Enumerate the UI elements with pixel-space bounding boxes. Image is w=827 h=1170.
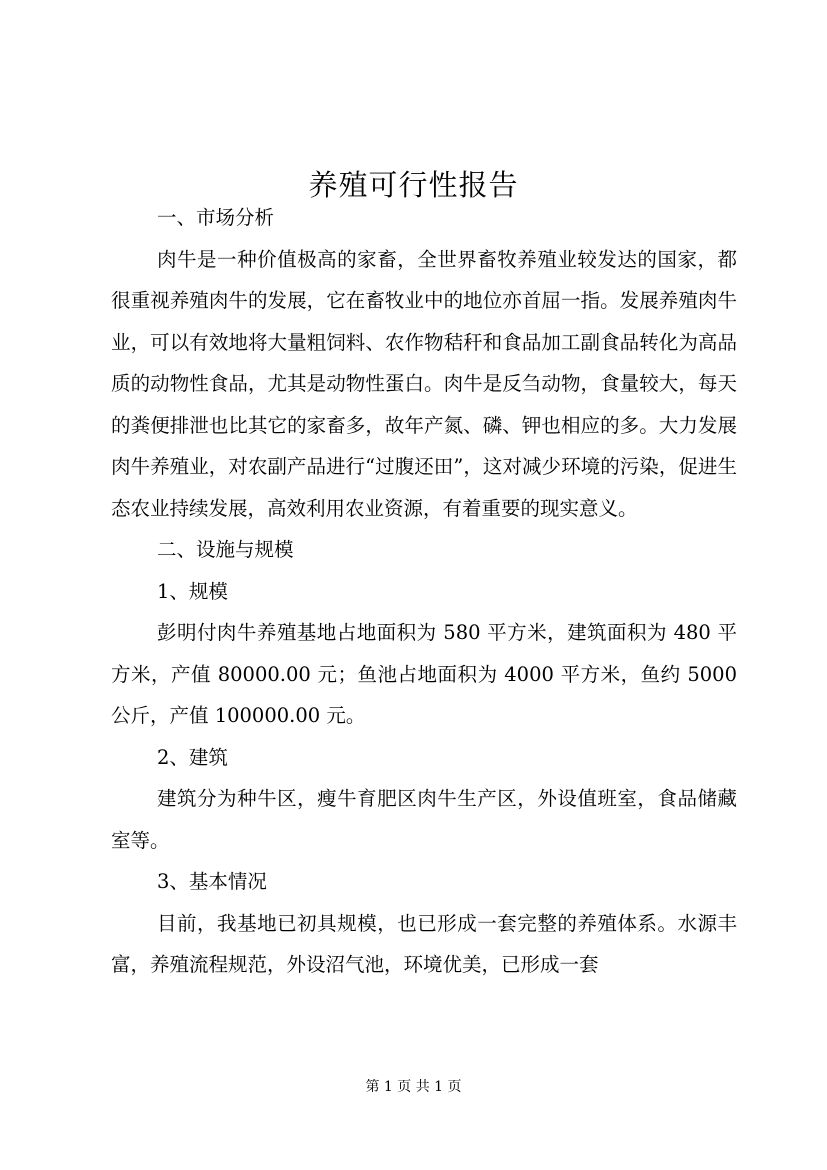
paragraph-market-analysis: 肉牛是一种价值极高的家畜，全世界畜牧养殖业较发达的国家，都很重视养殖肉牛的发展，它在畜牧业中的地位亦首屈一指。发展养殖肉牛业，可以有效地将大量粗饲料、农作物秸秆和食品加工副食品转化为高品质的动物性食品，尤其是动物性蛋白。肉牛是反刍动物，食量较大，每天的粪便排泄也比其它的家畜多，故年产氮、磷、钾也相应的多。大力发展肉牛养殖业，对农副产品进行“过腹还田”，这对减少环境的污染，促进生态农业持续发展，高效利用农业资源，有着重要的现实意义。 — [111, 247, 737, 520]
paragraph-buildings: 建筑分为种牛区，瘦牛育肥区肉牛生产区，外设值班室，食品储藏室等。 — [111, 787, 737, 852]
document-body — [111, 197, 737, 986]
section-heading-market-analysis: 一、市场分析 — [157, 206, 275, 229]
subheading-scale: 1、规模 — [157, 579, 228, 603]
section-heading-facilities-scale: 二、设施与规模 — [157, 538, 294, 561]
subheading-buildings: 2、建筑 — [157, 745, 228, 769]
subheading-basic-situation: 3、基本情况 — [157, 870, 267, 893]
page-footer: 第 1 页 共 1 页 — [365, 1079, 462, 1095]
document-title: 养殖可行性报告 — [308, 168, 519, 203]
paragraph-basic-situation: 目前，我基地已初具规模，也已形成一套完整的养殖体系。水源丰富，养殖流程规范，外设沼气池，环境优美，已形成一套 — [111, 911, 737, 976]
paragraph-scale: 彭明付肉牛养殖基地占地面积为 580 平方米，建筑面积为 480 平方米，产值 80000.00 元；鱼池占地面积为 4000 平方米，鱼约 5000 公斤，产值 100000.00 元。 — [111, 621, 737, 727]
